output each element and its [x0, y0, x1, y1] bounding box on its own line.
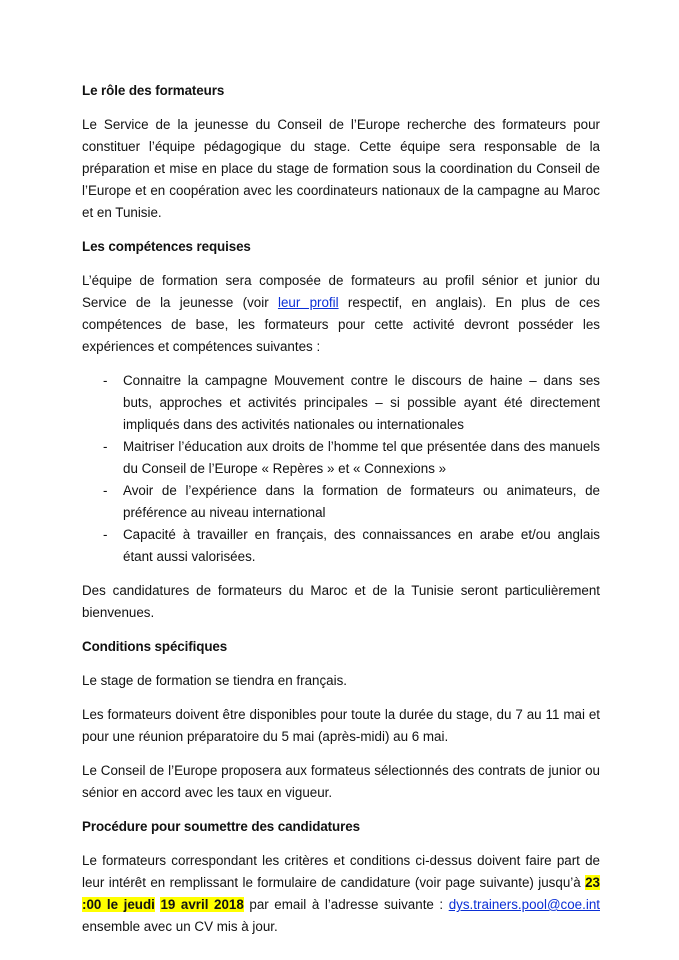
heading-procedure: Procédure pour soumettre des candidatures	[82, 819, 360, 834]
paragraph-competences-intro	[82, 270, 600, 358]
list-item-text: Capacité à travailler en français, des connaissances en arabe et/ou anglais étant aussi valorisées.	[123, 527, 600, 564]
procedure-text-after-email: ensemble avec un CV mis à jour.	[82, 919, 278, 934]
list-item	[82, 436, 600, 480]
profile-link[interactable]: leur profil	[277, 295, 339, 310]
dash-bullet-icon: -	[103, 373, 108, 388]
procedure-text-before-deadline: Le formateurs correspondant les critères et conditions ci-dessus doivent faire part de leur intérêt en remplissant le formulaire de candidature (voir page suivante) jusqu’à	[82, 853, 600, 890]
heading-conditions: Conditions spécifiques	[82, 639, 228, 654]
intro-text-before-link: L’équipe de formation sera composée de formateurs au profil sénior et junior du Service de la jeunesse (voir	[82, 273, 600, 310]
heading-competences: Les compétences requises	[82, 239, 251, 254]
document-page	[82, 80, 600, 950]
paragraph-competences-closing: Des candidatures de formateurs du Maroc et de la Tunisie seront particulièrement bienvenues.	[82, 583, 600, 620]
paragraph-conditions-contracts: Le Conseil de l’Europe proposera aux formateus sélectionnés des contrats de junior ou sénior en accord avec les taux en vigueur.	[82, 763, 600, 800]
list-item-text: Connaitre la campagne Mouvement contre le discours de haine – dans ses buts, approches et activités principales – si possible ayant été directement impliqués dans des activités nationales ou internationales	[123, 373, 600, 432]
intro-text-after-link: respectif, en anglais). En plus de ces compétences de base, les formateurs pour cette activité devront posséder les expériences et compétences suivantes :	[82, 295, 600, 354]
procedure-text-before-email: par email à l’adresse suivante :	[243, 897, 449, 912]
deadline-highlight-time: 23 :00 le jeudi	[82, 875, 600, 912]
heading-role: Le rôle des formateurs	[82, 83, 225, 98]
email-link[interactable]: dys.trainers.pool@coe.int	[448, 897, 600, 912]
paragraph-conditions-language: Le stage de formation se tiendra en français.	[82, 673, 347, 688]
paragraph-role: Le Service de la jeunesse du Conseil de l’Europe recherche des formateurs pour constituer l’équipe pédagogique du stage. Cette équipe sera responsable de la préparation et mise en place du stage de formation sous la coordination du Conseil de l’Europe et en coopération avec les coordinateurs nationaux de la campagne au Maroc et en Tunisie.	[82, 117, 600, 220]
deadline-highlight-date: 19 avril 2018	[160, 897, 244, 912]
paragraph-procedure	[82, 850, 600, 938]
dash-bullet-icon: -	[103, 439, 108, 454]
list-item-text: Avoir de l’expérience dans la formation de formateurs ou animateurs, de préférence au niveau international	[123, 483, 600, 520]
paragraph-conditions-dates: Les formateurs doivent être disponibles pour toute la durée du stage, du 7 au 11 mai et pour une réunion préparatoire du 5 mai (après-midi) au 6 mai.	[82, 707, 600, 744]
list-item	[82, 370, 600, 436]
competences-list	[82, 370, 600, 568]
list-item	[82, 480, 600, 524]
dash-bullet-icon: -	[103, 483, 108, 498]
dash-bullet-icon: -	[103, 527, 108, 542]
list-item-text: Maitriser l’éducation aux droits de l’homme tel que présentée dans des manuels du Conseil de l’Europe « Repères » et « Connexions »	[123, 439, 600, 476]
list-item	[82, 524, 600, 568]
